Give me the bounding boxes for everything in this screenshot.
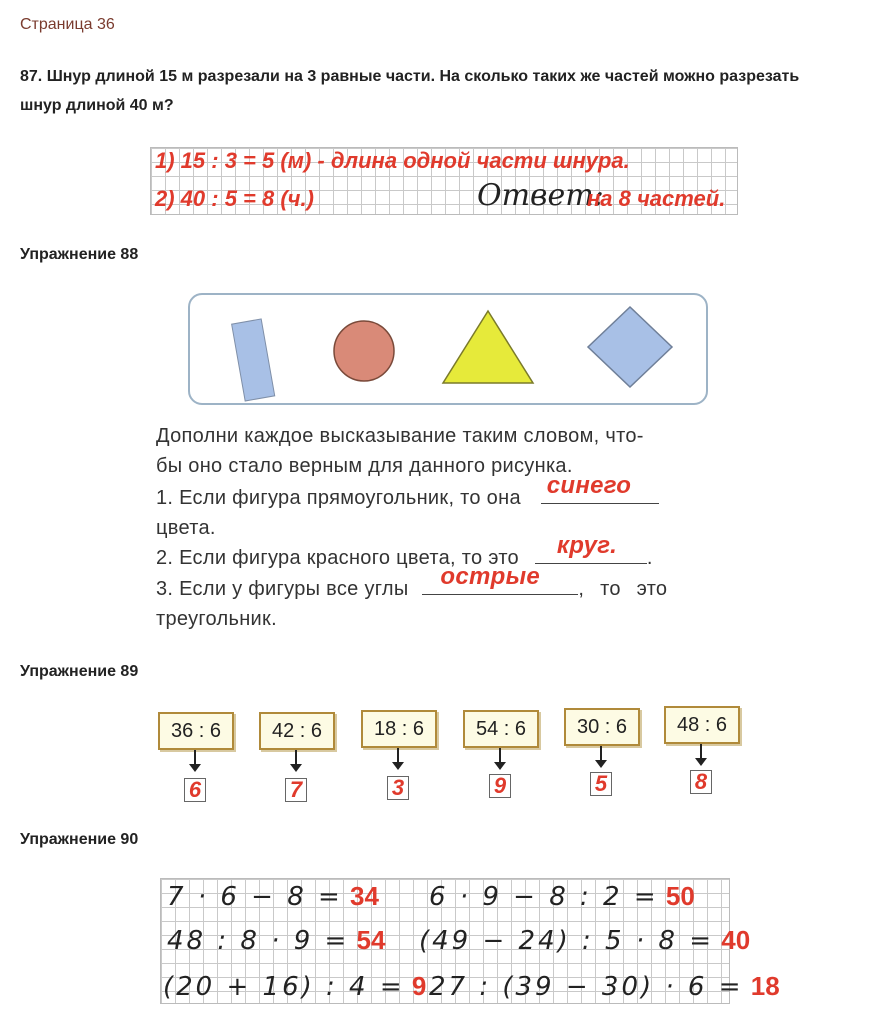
solution-line-1: 1) 15 : 3 = 5 (м) - длина одной части шнура. (155, 148, 630, 173)
task-87-solution (150, 147, 738, 215)
intro-line-2: бы оно стало верным для данного рисунка. (156, 455, 573, 477)
equation-result: 54 (356, 925, 386, 955)
equation-row-1-left (167, 881, 379, 912)
exercise-88-title: Упражнение 88 (20, 246, 139, 263)
statement-1-text: 1. Если фигура прямоугольник, то она (156, 487, 521, 509)
equation-result: 34 (350, 881, 379, 911)
division-expression: 30 : 6 (564, 708, 640, 746)
division-expression: 42 : 6 (259, 712, 335, 750)
statement-1-end: цвета. (156, 517, 216, 539)
rhombus-shape (588, 307, 672, 387)
statement-1-blank[interactable] (541, 472, 659, 504)
exercise-89-title: Упражнение 89 (20, 663, 139, 680)
division-row (0, 700, 896, 810)
statement-1-answer: синего (546, 472, 632, 499)
statement-3-answer: острые (440, 563, 541, 590)
division-expression: 18 : 6 (361, 710, 437, 748)
circle-shape (334, 321, 394, 381)
intro-line-1: Дополни каждое высказывание таким словом, что- (156, 425, 644, 447)
equation-row-2-left (167, 925, 385, 956)
equation-result: 40 (721, 925, 751, 955)
statement-2-text: 2. Если фигура красного цвета, то это (156, 547, 519, 569)
statement-2-blank[interactable] (535, 532, 647, 564)
division-answer: 3 (387, 776, 409, 800)
triangle-shape (443, 311, 533, 383)
equation-row-3-right (429, 971, 780, 1002)
exercise-90-title: Упражнение 90 (20, 831, 139, 848)
equation-expression: (20 + 16) : 4 = (163, 972, 405, 1002)
equation-result: 18 (750, 971, 780, 1001)
arrow-down-icon (189, 764, 201, 772)
page-label: Страница 36 (20, 16, 115, 33)
division-expression: 54 : 6 (463, 710, 539, 748)
statement-3-mid: , то это (578, 578, 668, 600)
equation-expression: 48 : 8 · 9 = (167, 926, 350, 956)
arrow-down-icon (494, 762, 506, 770)
equation-expression: 7 · 6 − 8 = (167, 882, 343, 912)
equation-expression: (49 − 24) : 5 · 8 = (419, 926, 714, 956)
statement-3-text: 3. Если у фигуры все углы (156, 578, 409, 600)
equation-result: 9 (411, 971, 427, 1001)
arrow-down-icon (392, 762, 404, 770)
statement-2-end: . (646, 547, 653, 569)
statement-2-answer: круг. (556, 532, 618, 559)
division-item (463, 710, 543, 806)
statement-3 (156, 563, 746, 634)
arrow-down-icon (695, 758, 707, 766)
equation-expression: 6 · 9 − 8 : 2 = (429, 882, 659, 912)
arrow-line (397, 748, 399, 762)
arrow-line (194, 750, 196, 764)
division-answer: 7 (285, 778, 307, 802)
statement-1 (156, 472, 746, 543)
equation-row-2-right (419, 925, 750, 956)
division-answer: 8 (690, 770, 712, 794)
equation-result: 50 (665, 881, 695, 911)
division-answer: 5 (590, 772, 612, 796)
division-item (564, 708, 644, 804)
shapes-drawing (190, 295, 706, 403)
equation-expression: 27 : (39 − 30) · 6 = (429, 972, 744, 1002)
division-item (664, 706, 744, 802)
arrow-line (700, 744, 702, 758)
rectangle-shape (232, 319, 275, 401)
arrow-line (499, 748, 501, 762)
division-answer: 6 (184, 778, 206, 802)
statement-3-blank[interactable] (422, 563, 578, 595)
division-expression: 48 : 6 (664, 706, 740, 744)
division-item (158, 712, 238, 808)
exercise-88-intro (156, 421, 746, 481)
task-87-text: 87. Шнур длиной 15 м разрезали на 3 равные части. На сколько таких же частей можно разрезать шнур длиной 40 м? (20, 68, 800, 114)
division-answer: 9 (489, 774, 511, 798)
answer-value: на 8 частей. (587, 186, 726, 211)
solution-line-2: 2) 40 : 5 = 8 (ч.) (155, 186, 314, 211)
arrow-line (295, 750, 297, 764)
statement-3-end: треугольник. (156, 608, 277, 630)
arrow-down-icon (595, 760, 607, 768)
arrow-line (600, 746, 602, 760)
arrow-down-icon (290, 764, 302, 772)
division-expression: 36 : 6 (158, 712, 234, 750)
division-item (361, 710, 441, 806)
shapes-panel (188, 293, 708, 405)
equation-row-3-left (163, 971, 426, 1002)
equation-row-1-right (429, 881, 695, 912)
division-item (259, 712, 339, 808)
answer-word: Ответ: (477, 178, 604, 213)
exercise-90-grid (160, 878, 780, 1004)
